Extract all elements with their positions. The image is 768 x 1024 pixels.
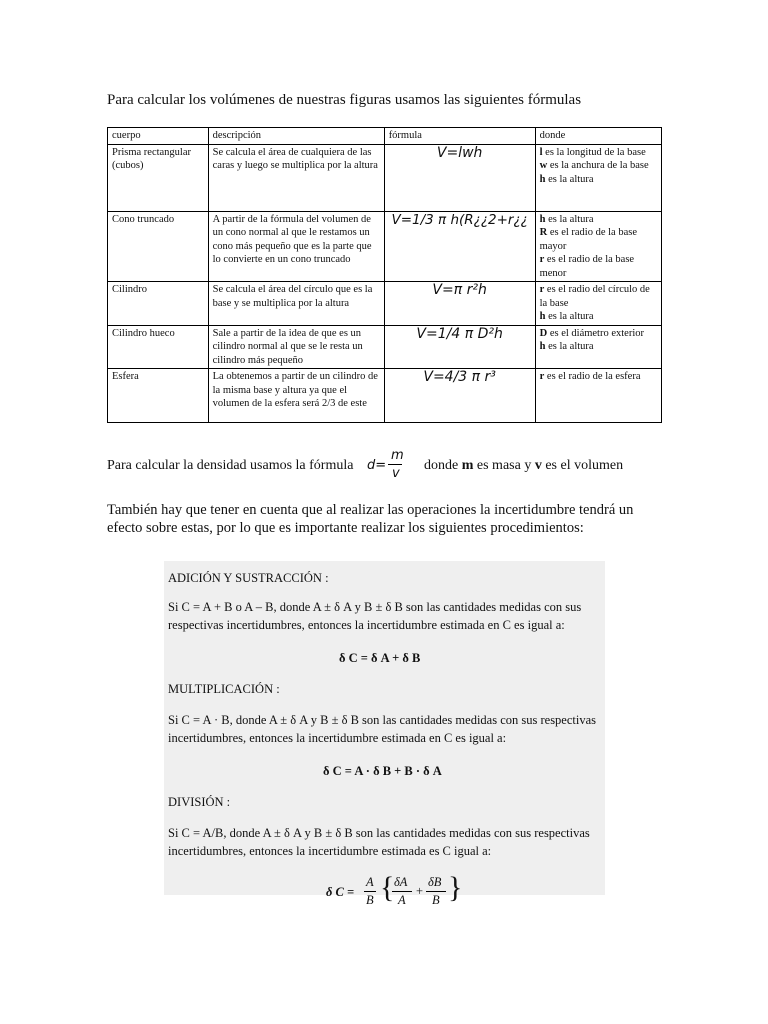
cell-cuerpo: Cono truncado — [108, 211, 209, 282]
uncertainty-rules-panel — [164, 561, 605, 907]
var-symbol: D — [539, 327, 548, 339]
var-desc: es el radio de la esfera — [544, 371, 641, 382]
div-A-top: A — [366, 875, 374, 889]
uncertainty-paragraph: También hay que tener en cuenta que al realizar las operaciones la incertidumbre tendrá un efecto sobre estas, por lo que es importante realizar los siguientes procedimientos: — [107, 502, 634, 536]
div-eq-lhs: δ C = — [326, 885, 355, 899]
header-descripcion: descripción — [208, 128, 384, 145]
div-plus: + — [416, 884, 424, 898]
mul-line-2: incertidumbres, entonces la incertidumbre estimada en C es igual a: — [168, 731, 507, 745]
var-desc: es la altura — [545, 213, 594, 225]
var-symbol: l — [539, 146, 543, 158]
header-cuerpo: cuerpo — [108, 128, 209, 145]
var-symbol: h — [539, 311, 546, 322]
add-line-2: respectivas incertidumbres, entonces la incertidumbre estimada en C es igual a: — [168, 618, 565, 632]
header-donde: donde — [535, 128, 661, 145]
cell-formula — [384, 369, 535, 423]
cell-formula — [384, 325, 535, 369]
var-desc: es la altura — [545, 341, 594, 352]
table-header-row — [108, 128, 662, 145]
var-desc: es la altura — [545, 311, 594, 322]
cell-donde — [535, 369, 661, 423]
table-row — [108, 282, 662, 326]
cell-donde — [535, 211, 661, 282]
cell-descripcion: La obtenemos a partir de un cilindro de la misma base y altura ya que el volumen de la esfera será 2/3 de este — [208, 369, 384, 423]
fraction-bar — [388, 464, 402, 465]
var-symbol: r — [539, 254, 545, 265]
div-dA: δA — [394, 875, 408, 889]
div-equation — [326, 871, 463, 911]
add-line-1: Si C = A + B o A – B, donde A ± δ A y B ± δ B son las cantidades medidas con sus — [168, 600, 582, 614]
cell-formula — [384, 144, 535, 211]
mul-line-1: Si C = A · B, donde A ± δ A y B ± δ B son las cantidades medidas con sus respectivas — [168, 713, 597, 727]
cell-cuerpo: Esfera — [108, 369, 209, 423]
mul-equation: δ C = A · δ B + B · δ A — [323, 764, 442, 778]
cell-donde — [535, 325, 661, 369]
var-symbol: h — [539, 173, 546, 185]
density-tail-1: donde — [424, 458, 462, 473]
right-brace: } — [448, 871, 463, 904]
var-desc: es la longitud de la base — [542, 146, 646, 158]
density-tail-3: es el volumen — [541, 458, 624, 473]
div-line-2: incertidumbres, entonces la incertidumbre estimada es C igual a: — [168, 844, 492, 858]
var-symbol: h — [539, 213, 546, 225]
formula-text: V=1/3 π h(R¿¿2+r¿¿ — [391, 211, 528, 228]
formula-text: V=1/4 π D²h — [416, 325, 503, 342]
density-tail-2: es masa y — [473, 458, 535, 473]
var-desc: es la anchura de la base — [547, 160, 649, 171]
density-lead: Para calcular la densidad usamos la fórmula — [107, 458, 354, 473]
table-row — [108, 325, 662, 369]
table-row — [108, 211, 662, 282]
div-line-1: Si C = A/B, donde A ± δ A y B ± δ B son las cantidades medidas con sus respectivas — [168, 826, 590, 840]
header-formula: fórmula — [384, 128, 535, 145]
volume-formulas-table — [107, 127, 662, 423]
cell-cuerpo: Cilindro hueco — [108, 325, 209, 369]
div-A-den: A — [398, 893, 406, 907]
cell-donde — [535, 144, 661, 211]
cell-formula — [384, 211, 535, 282]
var-symbol: r — [539, 371, 545, 382]
var-desc: es el radio de la base menor — [539, 254, 635, 279]
table-row — [108, 144, 662, 211]
formula-text: V=π r²h — [432, 282, 487, 298]
formula-text: V=lwh — [436, 144, 483, 161]
cell-donde — [535, 282, 661, 326]
var-desc: es el diámetro exterior — [547, 327, 644, 339]
cell-cuerpo: Cilindro — [108, 282, 209, 326]
var-symbol: r — [539, 284, 545, 295]
var-desc: es el radio del círculo de la base — [539, 284, 650, 309]
cell-formula — [384, 282, 535, 326]
var-desc: es el radio de la base mayor — [539, 227, 637, 252]
intro-text: Para calcular los volúmenes de nuestras figuras usamos las siguientes fórmulas — [107, 92, 582, 108]
formula-text: V=4/3 π r³ — [423, 369, 496, 385]
var-symbol: w — [539, 160, 548, 171]
cell-descripcion: Se calcula el área de cualquiera de las caras y luego se multiplica por la altura — [208, 144, 384, 211]
var-symbol: R — [539, 227, 548, 238]
density-v: v — [534, 458, 542, 473]
cell-descripcion: Sale a partir de la idea de que es un cilindro normal al que se le resta un cilindro más pequeño — [208, 325, 384, 369]
div-dB: δB — [428, 875, 442, 889]
var-desc: es la altura — [545, 173, 594, 185]
density-m: m — [461, 458, 474, 473]
div-B-den: B — [432, 893, 440, 907]
cell-cuerpo: Prisma rectangular (cubos) — [108, 144, 209, 211]
density-numerator: m — [391, 448, 404, 463]
cell-descripcion: Se calcula el área del círculo que es la base y se multiplica por la altura — [208, 282, 384, 326]
div-B-bottom: B — [366, 893, 374, 907]
table-row — [108, 369, 662, 423]
density-lhs: d= — [367, 458, 387, 473]
mul-title: MULTIPLICACIÓN : — [168, 682, 280, 696]
density-denominator: v — [392, 466, 400, 481]
cell-descripcion: A partir de la fórmula del volumen de un cono normal al que le restamos un cono más pequeño que es la parte que lo convierte en un cono truncado — [208, 211, 384, 282]
add-title: ADICIÓN Y SUSTRACCIÓN : — [168, 571, 329, 585]
div-title: DIVISIÓN : — [168, 795, 231, 809]
left-brace: { — [380, 871, 395, 904]
add-equation: δ C = δ A + δ B — [339, 651, 421, 665]
var-symbol: h — [539, 341, 546, 352]
density-explanation — [424, 458, 623, 474]
